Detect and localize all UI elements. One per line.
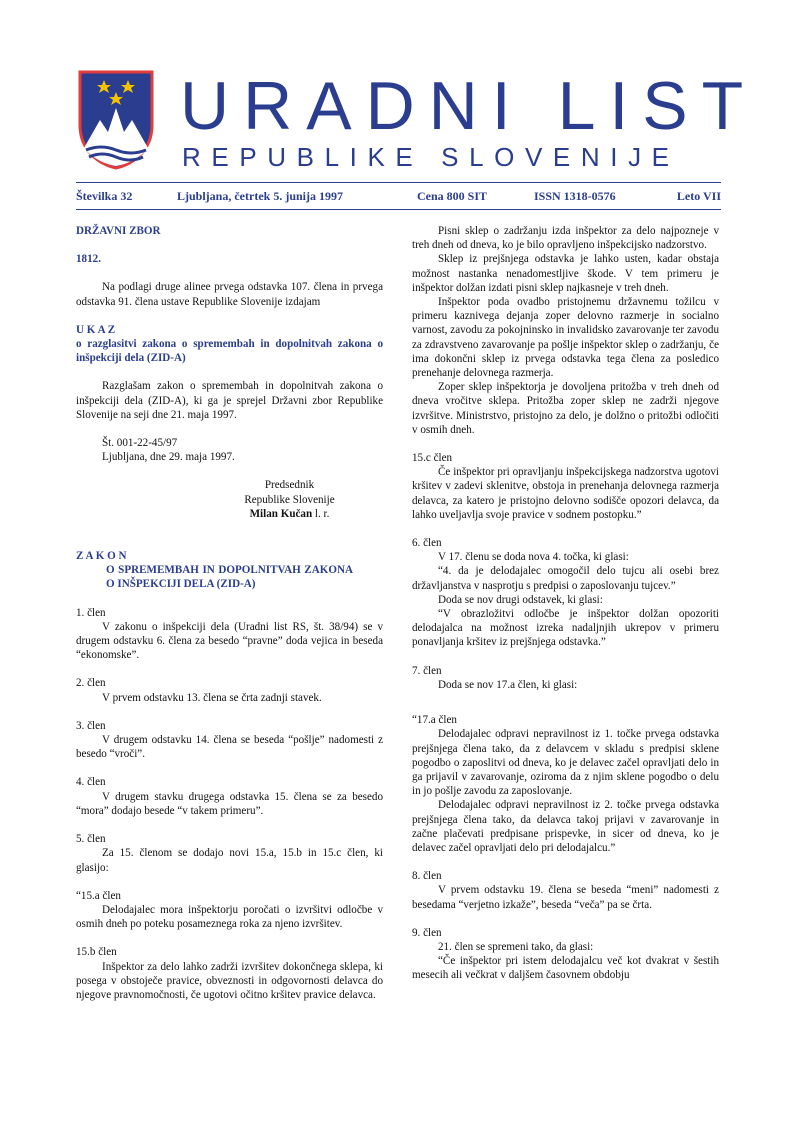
article-text: Sklep iz prejšnjega odstavka je lahko usten, kadar obstaja možnost nastanka nenadomestljive škode. V tem primeru je inšpektor dolžan izdati pisni sklep najkasneje v treh dneh. [412,253,719,294]
signature-line [196,507,383,521]
issue-info-bar [76,182,721,210]
article-text: “Če inšpektor pri istem delodajalcu več kot dvakrat v šestih mesecih ali večkrat v daljšem časovnem obdobju [412,955,719,982]
article-text: V prvem odstavku 19. člena se beseda “meni” nadomesti z besedama “verjetno izkaže”, beseda “veča” pa se črta. [412,884,719,911]
act-number: 1812. [76,253,101,266]
article-heading: “17.a člen [412,714,457,727]
masthead-subtitle: REPUBLIKE SLOVENIJE [182,142,680,172]
article-text: V drugem odstavku 14. člena se beseda “pošlje” nadomesti z besedo “vroči”. [76,734,383,761]
article-heading: 6. člen [412,537,442,550]
article-heading: 3. člen [76,719,106,732]
intro-paragraph: Na podlagi druge alinee prvega odstavka 107. člena in prvega odstavka 91. člena ustave Republike Slovenije izdajam [76,281,383,308]
article-text: Delodajalec mora inšpektorju poročati o izvršitvi odločbe v osmih dneh po poteku posameznega roka za njeno izvršitev. [76,903,383,931]
section-heading: DRŽAVNI ZBOR [76,225,161,237]
article-heading: 5. člen [76,833,106,846]
zakon-title: Z A K O N [76,550,127,563]
ukaz-title: U K A Z [76,323,116,336]
signature-role-2: Republike Slovenije [244,493,335,506]
article-text: Za 15. členom se dodajo novi 15.a, 15.b in 15.c člen, ki glasijo: [76,847,383,874]
article-text: “V obrazložitvi odločbe je inšpektor dolžan opozoriti delodajalca na možnost izreka nadaljnjih ukrepov v primeru ponavljanja kršitev iz prejšnjega odstavka.” [412,608,719,649]
article-text: Pisni sklep o zadržanju izda inšpektor za delo najpozneje v treh dneh od dneva, ko je bilo opravljeno inšpekcijsko nadzorstvo. [412,225,719,252]
zakon-subtitle: O SPREMEMBAH IN DOPOLNITVAH ZAKONA O INŠPEKCIJI DELA (ZID-A) [106,564,353,591]
article-text: Delodajalec odpravi nepravilnost iz 2. točke prvega odstavka prejšnjega člena tako, da delavca takoj prijavi v zavarovanje in začne plačevati predpisane prispevke, in sicer od dneva, ko je delavec začel opravljati delo pri delodajalcu.” [412,799,719,854]
coat-of-arms-icon [76,70,156,170]
article-heading: 9. člen [412,926,442,939]
article-text: Zoper sklep inšpektorja je dovoljena pritožba v treh dneh od dneva vročitve sklepa. Pritožba zoper sklep ne zadrži njegove izvršitve. Ministrstvo, pristojno za delo, je dolžno o pritožbi odločiti v osmih dneh. [412,381,719,436]
article-heading: “15.a člen [76,889,121,902]
signature-role: Predsednik [264,479,315,492]
issue-place-date: Ljubljana, četrtek 5. junija 1997 [177,189,343,203]
masthead [76,66,758,178]
issue-year: Leto VII [676,189,721,203]
article-text: “4. da je delodajalec omogočil delo tujcu ali osebi brez državljanstva v nasprotju s predpisi o zaposlovanju tujcev.” [412,565,719,592]
article-heading: 4. člen [76,776,106,789]
article-heading: 15.b člen [76,946,117,959]
ukaz-text: Razglašam zakon o spremembah in dopolnitvah zakona o inšpekciji dela (ZID-A), ki ga je sprejel Državni zbor Republike Slovenije na seji dne 21. maja 1997. [76,380,383,421]
article-heading: 2. člen [76,677,106,690]
article-text: V prvem odstavku 13. člena se črta zadnji stavek. [102,691,322,704]
issue-number: Številka 32 [76,189,133,203]
article-text: Inšpektor poda ovadbo pristojnemu državnemu tožilcu v primeru kaznivega dejanja zoper delovno razmerje in socialno varnost, zavodu za pokojninsko in invalidsko zavarovanje ter zavodu za zdravstveno zavarovanje pa pošlje inšpektor sklep o zadržanju, če ima dokončni sklep iz prvega odstavka tega člena za posledico prenehanje delovnega razmerja. [412,296,719,380]
article-text: Če inšpektor pri opravljanju inšpekcijskega nadzorstva ugotovi kršitev v zadevi sklenitve, obstoja in prenehanja delovnega razmerja delavca, za katero je pristojno delovno sodišče opozori delavca, da lahko uveljavlja svoje pravice v sodnem postopku.” [412,466,719,521]
article-heading: 1. člen [76,606,106,619]
article-text: V drugem stavku drugega odstavka 15. člena se za besedo “mora” dodajo besede “v takem primeru”. [76,790,383,817]
ukaz-subtitle: o razglasitvi zakona o spremembah in dopolnitvah zakona o inšpekciji dela (ZID-A) [76,338,383,365]
masthead-title: URADNI LIST [180,68,758,144]
issue-price: Cena 800 SIT [417,189,488,203]
signatory-name: Milan Kučan [249,507,313,520]
article-text: Doda se nov 17.a člen, ki glasi: [438,678,578,691]
issue-issn: ISSN 1318-0576 [534,189,616,203]
signature-block [196,478,383,521]
article-heading: 15.c člen [412,452,453,465]
reference-number: Št. 001-22-45/97 [102,437,178,450]
article-text: 21. člen se spremeni tako, da glasi: [438,940,594,953]
article-text: Doda se nov drugi odstavek, ki glasi: [438,593,603,606]
article-text: Delodajalec odpravi nepravilnost iz 1. točke prvega odstavka prejšnjega člena tako, da z delavcem v skladu s predpisi sklene pogodbo o zaposlitvi od dneva, ko je delavec začel opravljati delo in ga prijavil v zavarovanje, oziroma da z njim sklene pogodbo o delu in jo pošlje zavodu za zaposlovanje. [412,728,719,798]
article-text: Inšpektor za delo lahko zadrži izvršitev dokončnega sklepa, ki posega v obstoječe pravice, obveznosti in odgovornosti delavca do njegove pravnomočnosti, če ugotovi očitno kršitev pravice delavca. [76,960,383,1001]
right-column [412,224,719,983]
article-text: V zakonu o inšpekciji dela (Uradni list RS, št. 38/94) se v drugem odstavku 6. člena za besedo “pravne” doda vejica in beseda “ekonomske”. [76,620,383,662]
article-heading: 7. člen [412,664,442,677]
decree-date: Ljubljana, dne 29. maja 1997. [102,451,235,464]
left-column [76,224,383,1002]
article-text: V 17. členu se doda nova 4. točka, ki glasi: [438,551,629,564]
article-heading: 8. člen [412,870,442,883]
signature-suffix: l. r. [312,507,330,520]
